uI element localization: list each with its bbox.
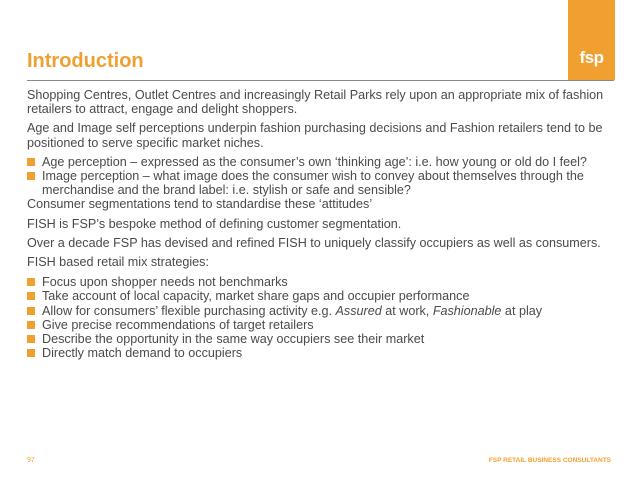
list-item-text: Focus upon shopper needs not benchmarks <box>42 275 288 290</box>
list-item <box>27 346 612 360</box>
list-item-text: Take account of local capacity, market share gaps and occupier performance <box>42 289 470 304</box>
list-item-text: Age perception – expressed as the consumer’s own ‘thinking age’: i.e. how young or old do I feel? <box>42 154 587 169</box>
segmentation-paragraph: Consumer segmentations tend to standardise these ‘attitudes’ <box>27 197 373 212</box>
strategy-list <box>27 275 612 360</box>
fish-history-paragraph: Over a decade FSP has devised and refined FISH to uniquely classify occupiers as well as consumers. <box>27 235 601 250</box>
square-bullet-icon <box>27 158 35 166</box>
slide-body <box>27 88 612 360</box>
square-bullet-icon <box>27 321 35 329</box>
fsp-logo <box>568 0 615 80</box>
strategies-heading: FISH based retail mix strategies: <box>27 255 209 270</box>
list-item <box>27 289 612 303</box>
list-item-text: at work, <box>381 303 433 318</box>
age-image-paragraph: Age and Image self perceptions underpin fashion purchasing decisions and Fashion retailers tend to be positioned to serve specific market niches. <box>27 121 603 150</box>
square-bullet-icon <box>27 172 35 180</box>
list-item <box>27 318 612 332</box>
list-item-text: Allow for consumers’ flexible purchasing activity e.g. <box>42 303 336 318</box>
fish-definition-paragraph: FISH is FSP’s bespoke method of defining customer segmentation. <box>27 216 402 231</box>
list-item-text: Directly match demand to occupiers <box>42 346 243 361</box>
perception-list <box>27 155 612 198</box>
square-bullet-icon <box>27 349 35 357</box>
list-item-emphasis: Assured <box>335 303 382 318</box>
list-item <box>27 169 612 197</box>
list-item-text: at play <box>501 303 543 318</box>
square-bullet-icon <box>27 335 35 343</box>
list-item <box>27 275 612 289</box>
list-item-text: Describe the opportunity in the same way occupiers see their market <box>42 332 425 347</box>
list-item <box>27 155 612 169</box>
square-bullet-icon <box>27 278 35 286</box>
list-item-text: Image perception – what image does the consumer wish to convey about themselves through the merchandise and the brand label: i.e. stylish or safe and sensible? <box>42 169 584 198</box>
page-number: 97 <box>27 457 35 464</box>
slide-title: Introduction <box>27 50 144 72</box>
list-item-text: Give precise recommendations of target retailers <box>42 317 314 332</box>
square-bullet-icon <box>27 292 35 300</box>
list-item-emphasis: Fashionable <box>432 303 502 318</box>
footer-company: FSP RETAIL BUSINESS CONSULTANTS <box>488 457 611 464</box>
title-divider <box>27 80 614 81</box>
list-item <box>27 304 612 318</box>
logo-text: fsp <box>579 48 604 67</box>
intro-paragraph: Shopping Centres, Outlet Centres and increasingly Retail Parks rely upon an appropriate mix of fashion retailers to attract, engage and delight shoppers. <box>27 88 604 117</box>
list-item <box>27 332 612 346</box>
square-bullet-icon <box>27 307 35 315</box>
